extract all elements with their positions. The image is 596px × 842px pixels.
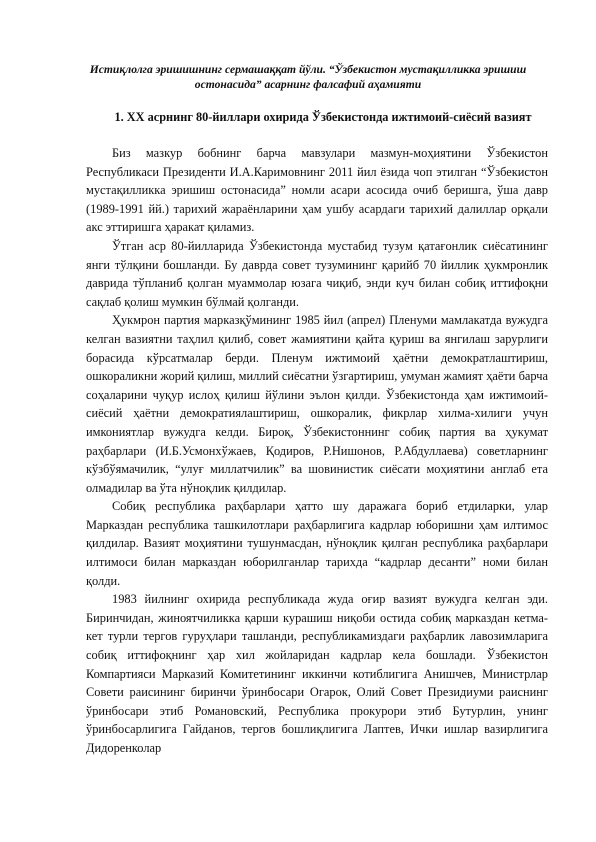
paragraph: Ҳукмрон партия марказқўмининг 1985 йил (апрел) Пленуми мамлакатда вужудга келган вазиятни таҳлил қилиб, совет жамиятини қайта қуриш ва янгилаш зарурлиги борасида кўрсатмалар берди. Пленум ижтимоий ҳаётни демократлаштириш, ошкораликни жорий қилиш, миллий сиёсатни ўзгартириш, умуман жамият ҳаёти барча соҳаларини чуқур ислоҳ қилиш йўлини эълон қилди. Ўзбекистонда ҳам ижтимоий-сиёсий ҳаётни демократиялаштириш, ошкоралик, фикрлар хилма-хилиги учун имкониятлар вужудга келди. Бироқ, Ўзбекистоннинг собиқ партия ва ҳукумат раҳбарлари (И.Б.Усмонхўжаев, Қодиров, Р.Нишонов, Р.Абдуллаева) советларнинг кўзбўямачилик, “улуғ миллатчилик” ва шовинистик сиёсати моҳиятини англаб ета олмадилар ва ўта нўноқлик қилдилар. — [86, 313, 548, 495]
section-heading: 1. XX асрнинг 80-йиллари охирида Ўзбекистонда ижтимоий-сиёсий вазият — [114, 110, 532, 124]
paragraph: Собиқ республика раҳбарлари ҳатто шу даражага бориб етдиларки, улар Марказдан республика ташкилотлари раҳбарлигига кадрлар юборишни ҳам илтимос қилдилар. Вазият моҳиятини тушунмасдан, нўноқлик қилган республика раҳбарлари илтимоси билан марказдан юборилганлар тарихда “кадрлар десанти” номи билан қолди. — [86, 499, 548, 588]
paragraph: 1983 йилнинг охирида республикада жуда оғир вазият вужудга келган эди. Биринчидан, жиноятчиликка қарши курашиш ниқоби остида собиқ марказдан кетма-кет турли тергов гуруҳлари ташланди, республикамиздаги раҳбарлик лавозимларига собиқ иттифоқнинг ҳар хил жойларидан кадрлар кела бошлади. Ўзбекистон Компартияси Марказий Комитетининг иккинчи котиблигига Анишчев, Министрлар Совети раисининг биринчи ўринбосари Огарок, Олий Совет Президиуми раиснинг ўринбосари этиб Романовский, Республика прокурори этиб Бутурлин, унинг ўринбосарлигига Гайданов, тергов бошлиқлигига Лаптев, Ички ишлар вазирлигига Дидоренколар — [86, 592, 548, 755]
paragraph: Биз мазкур бобнинг барча мавзулари мазмун-моҳиятини Ўзбекистон Республикаси Президенти И.А.Каримовнинг 2011 йил ёзида чоп этилган “Ўзбекистон мустақилликка эришиш остонасида” номли асари асосида очиб беришга, ўша давр (1989-1991 йй.) тарихий жараёнларини ҳам ушбу асардаги тарихий далиллар орқали акс эттиришга ҳаракат қиламиз. — [86, 146, 548, 235]
document-body — [86, 144, 548, 758]
paragraph: Ўтган аср 80-йилларида Ўзбекистонда мустабид тузум қатағонлик сиёсатининг янги тўлқини бошланди. Бу даврда совет тузумининг қарийб 70 йиллик ҳукмронлик даврида тўпланиб қолган муаммолар юзага чиқиб, энди куч билан собиқ иттифоқни сақлаб қолиш мумкин бўлмай қолганди. — [86, 238, 548, 309]
document-title: Истиқлолга эришишнинг сермашаққат йўли. “Ўзбекистон мустақилликка эришиш остонасида” асарнинг фалсафий аҳамияти — [89, 63, 527, 91]
